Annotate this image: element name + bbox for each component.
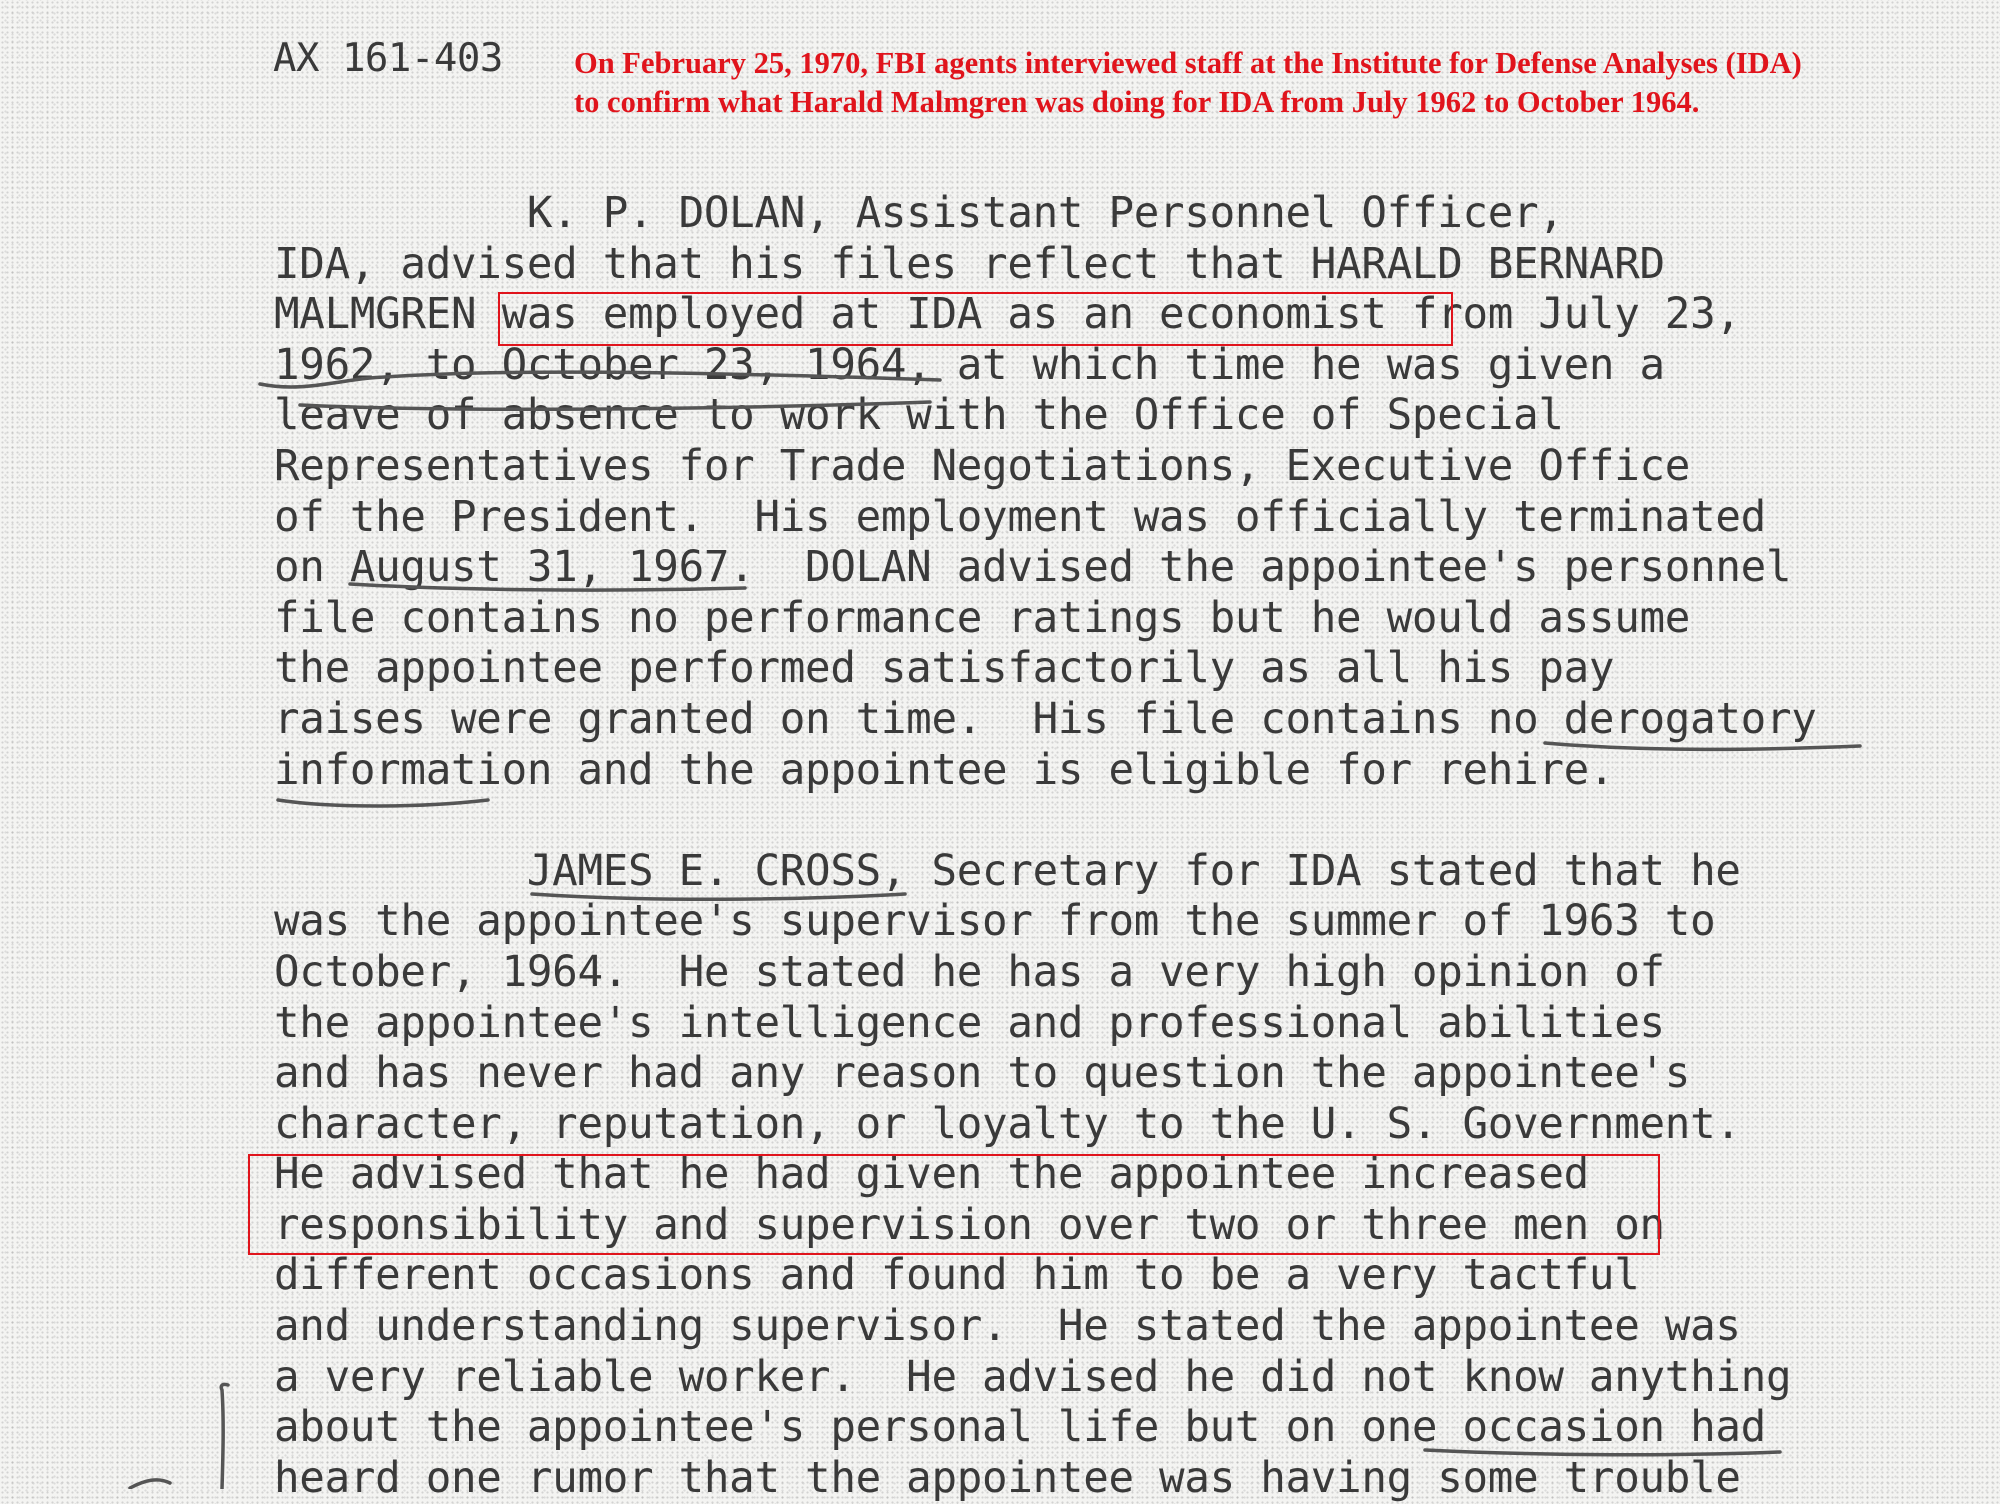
body-line: 1962, to October 23, 1964, at which time he was given a — [274, 340, 1665, 390]
body-line: MALMGREN was employed at IDA as an economist from July 23, — [274, 290, 1741, 340]
body-line: leave of absence to work with the Office of Special — [274, 391, 1564, 441]
body-line: heard one rumor that the appointee was having some trouble — [274, 1453, 1741, 1503]
red-annotation — [574, 44, 1994, 122]
body-line: a very reliable worker. He advised he did not know anything — [274, 1352, 1792, 1402]
annotation-line: On February 25, 1970, FBI agents interviewed staff at the Institute for Defense Analyses (IDA) — [574, 46, 1802, 80]
body-line: and understanding supervisor. He stated the appointee was — [274, 1302, 1741, 1352]
body-line: different occasions and found him to be a very tactful — [274, 1251, 1640, 1301]
body-line: responsibility and supervision over two or three men on — [274, 1200, 1665, 1250]
typewritten-body — [274, 189, 1974, 1504]
body-line: on August 31, 1967. DOLAN advised the appointee's personnel — [274, 543, 1792, 593]
body-line: the appointee performed satisfactorily as all his pay — [274, 644, 1615, 694]
body-line: the appointee's intelligence and professional abilities — [274, 998, 1665, 1048]
file-number: AX 161-403 — [273, 36, 503, 81]
body-line: JAMES E. CROSS, Secretary for IDA stated that he — [274, 846, 1741, 896]
annotation-line: to confirm what Harald Malmgren was doing for IDA from July 1962 to October 1964. — [574, 85, 1700, 119]
body-line: October, 1964. He stated he has a very high opinion of — [274, 947, 1665, 997]
body-line: about the appointee's personal life but on one occasion had — [274, 1403, 1766, 1453]
body-line: K. P. DOLAN, Assistant Personnel Officer, — [274, 189, 1564, 238]
body-line: file contains no performance ratings but he would assume — [274, 593, 1691, 643]
body-line: information and the appointee is eligible for rehire. — [274, 745, 1615, 795]
margin-bracket — [221, 1384, 228, 1489]
body-line: character, reputation, or loyalty to the U. S. Government. — [274, 1099, 1741, 1149]
body-line: was the appointee's supervisor from the summer of 1963 to — [274, 897, 1716, 947]
body-line: and has never had any reason to question the appointee's — [274, 1049, 1691, 1099]
body-line: Representatives for Trade Negotiations, Executive Office — [274, 441, 1691, 491]
body-line: He advised that he had given the appointee increased — [274, 1150, 1589, 1200]
body-line: of the President. His employment was officially terminated — [274, 492, 1766, 542]
margin-mark — [130, 1480, 170, 1488]
body-line: raises were granted on time. His file contains no derogatory — [274, 694, 1817, 744]
paragraph-gap — [274, 796, 1974, 847]
body-line: IDA, advised that his files reflect that HARALD BERNARD — [274, 239, 1665, 289]
